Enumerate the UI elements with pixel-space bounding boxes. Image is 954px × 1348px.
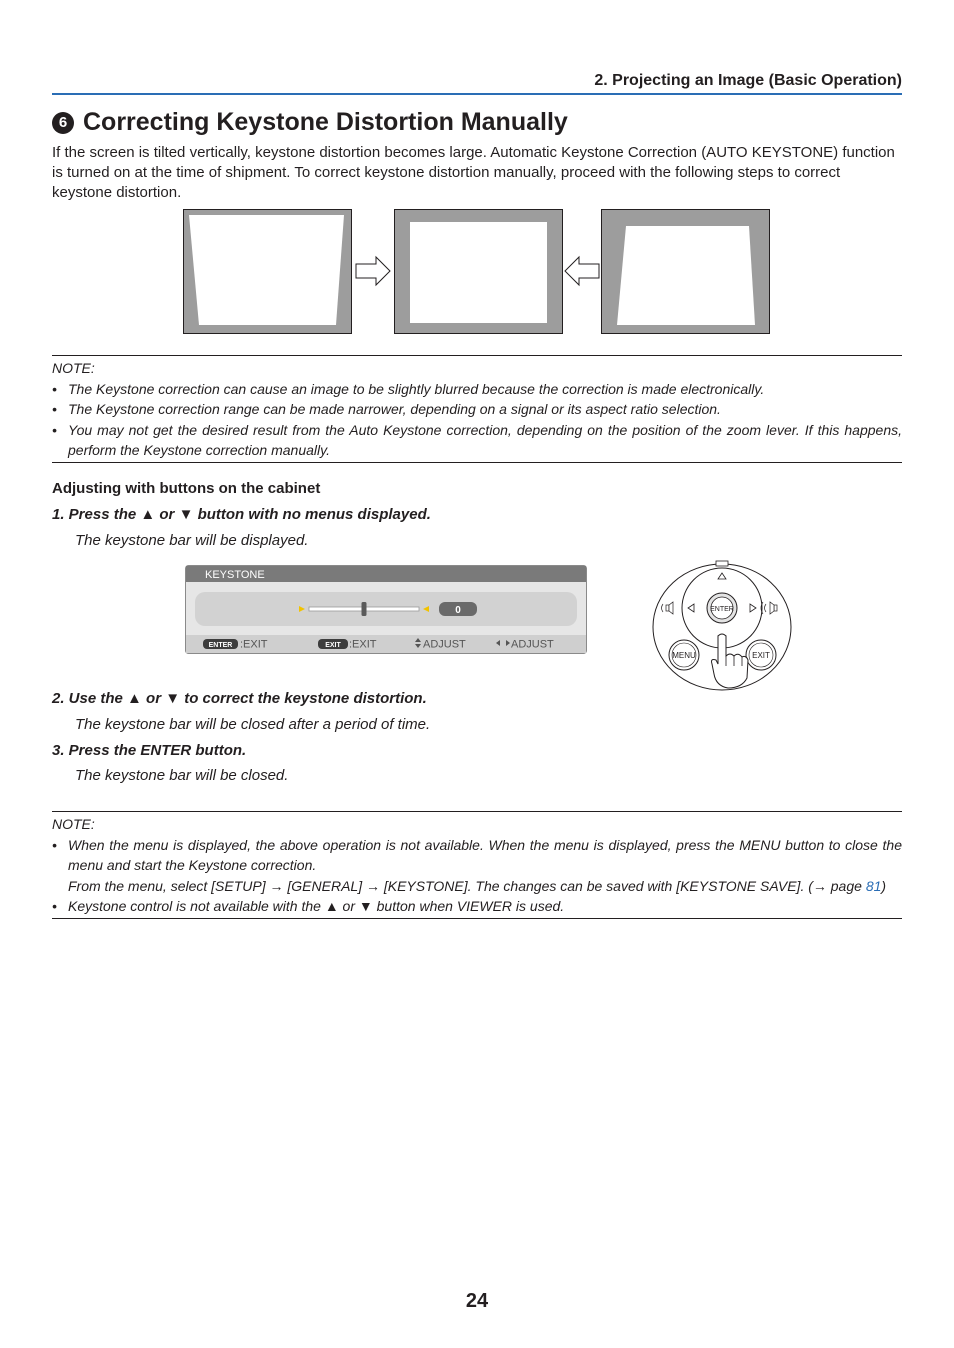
distorted-screen-top-wide <box>184 210 352 334</box>
keystone-osd-bar <box>185 565 587 654</box>
note-item-text: From the menu, select [SETUP] → [GENERAL] → [KEYSTONE]. The changes can be saved with [KEYSTONE SAVE]. (→ page <box>68 877 866 894</box>
exit-action-label: :EXIT <box>349 638 377 651</box>
cabinet-buttons-illustration <box>652 560 792 692</box>
slider-knob <box>362 602 367 616</box>
note-item-text: ) <box>881 877 887 894</box>
page-reference-link[interactable]: 81 <box>865 877 882 894</box>
exit-key-label: EXIT <box>325 642 341 649</box>
step-1: 1. Press the ▲ or ▼ button with no menus displayed. <box>52 506 431 523</box>
menu-button-label: MENU <box>672 651 696 660</box>
step-3: 3. Press the ENTER button. <box>52 742 247 759</box>
note-item: • The Keystone correction range can be made narrower, depending on a signal or its aspect ratio selection. <box>52 399 902 420</box>
note-item <box>52 835 902 897</box>
note-box-1 <box>52 355 902 463</box>
note-list <box>52 835 902 917</box>
adjust-vertical-label: ADJUST <box>423 638 466 651</box>
exit-button-label: EXIT <box>752 651 770 660</box>
enter-key-label: ENTER <box>208 642 233 649</box>
note-item: • The Keystone correction can cause an image to be slightly blurred because the correction is made electronically. <box>52 379 902 400</box>
keystone-diagram <box>183 209 773 337</box>
corrected-screen <box>395 210 563 334</box>
note-item: • You may not get the desired result from the Auto Keystone correction, depending on the position of the zoom lever. If this happens, perform the Keystone correction manually. <box>52 420 902 461</box>
step-2: 2. Use the ▲ or ▼ to correct the keystone distortion. <box>52 690 427 707</box>
note-box-2 <box>52 811 902 919</box>
intro-paragraph: If the screen is tilted vertically, keystone distortion becomes large. Automatic Keystone Correction (AUTO KEYSTONE) function is turned on at the time of shipment. To correct keystone distortion manually, proceed with the following steps to correct keystone distortion. <box>52 144 895 201</box>
section-title-row <box>52 108 568 137</box>
enter-action-label: :EXIT <box>240 638 268 651</box>
note-item-text: When the menu is displayed, the above operation is not available. When the menu is displayed, press the MENU button to close the menu and start the Keystone correction. <box>68 836 902 873</box>
subheading: Adjusting with buttons on the cabinet <box>52 480 321 497</box>
running-header: 2. Projecting an Image (Basic Operation) <box>52 72 902 95</box>
step-2-result: The keystone bar will be closed after a period of time. <box>75 716 431 733</box>
distorted-screen-bottom-wide <box>602 210 770 334</box>
note-label: NOTE: <box>52 816 95 832</box>
osd-title: KEYSTONE <box>205 569 265 581</box>
step-3-result: The keystone bar will be closed. <box>75 767 289 784</box>
note-list <box>52 379 902 461</box>
page-title: Correcting Keystone Distortion Manually <box>83 108 568 136</box>
note-label: NOTE: <box>52 360 95 376</box>
step-number-badge: 6 <box>52 112 74 134</box>
note-item: • Keystone control is not available with the ▲ or ▼ button when VIEWER is used. <box>52 896 902 917</box>
enter-button-label: ENTER <box>710 606 734 613</box>
right-arrow-icon <box>356 257 390 285</box>
page-number: 24 <box>465 1290 489 1312</box>
osd-value: 0 <box>455 605 461 616</box>
step-1-result: The keystone bar will be displayed. <box>75 532 309 549</box>
adjust-horizontal-label: ADJUST <box>511 638 554 651</box>
left-arrow-icon <box>565 257 599 285</box>
